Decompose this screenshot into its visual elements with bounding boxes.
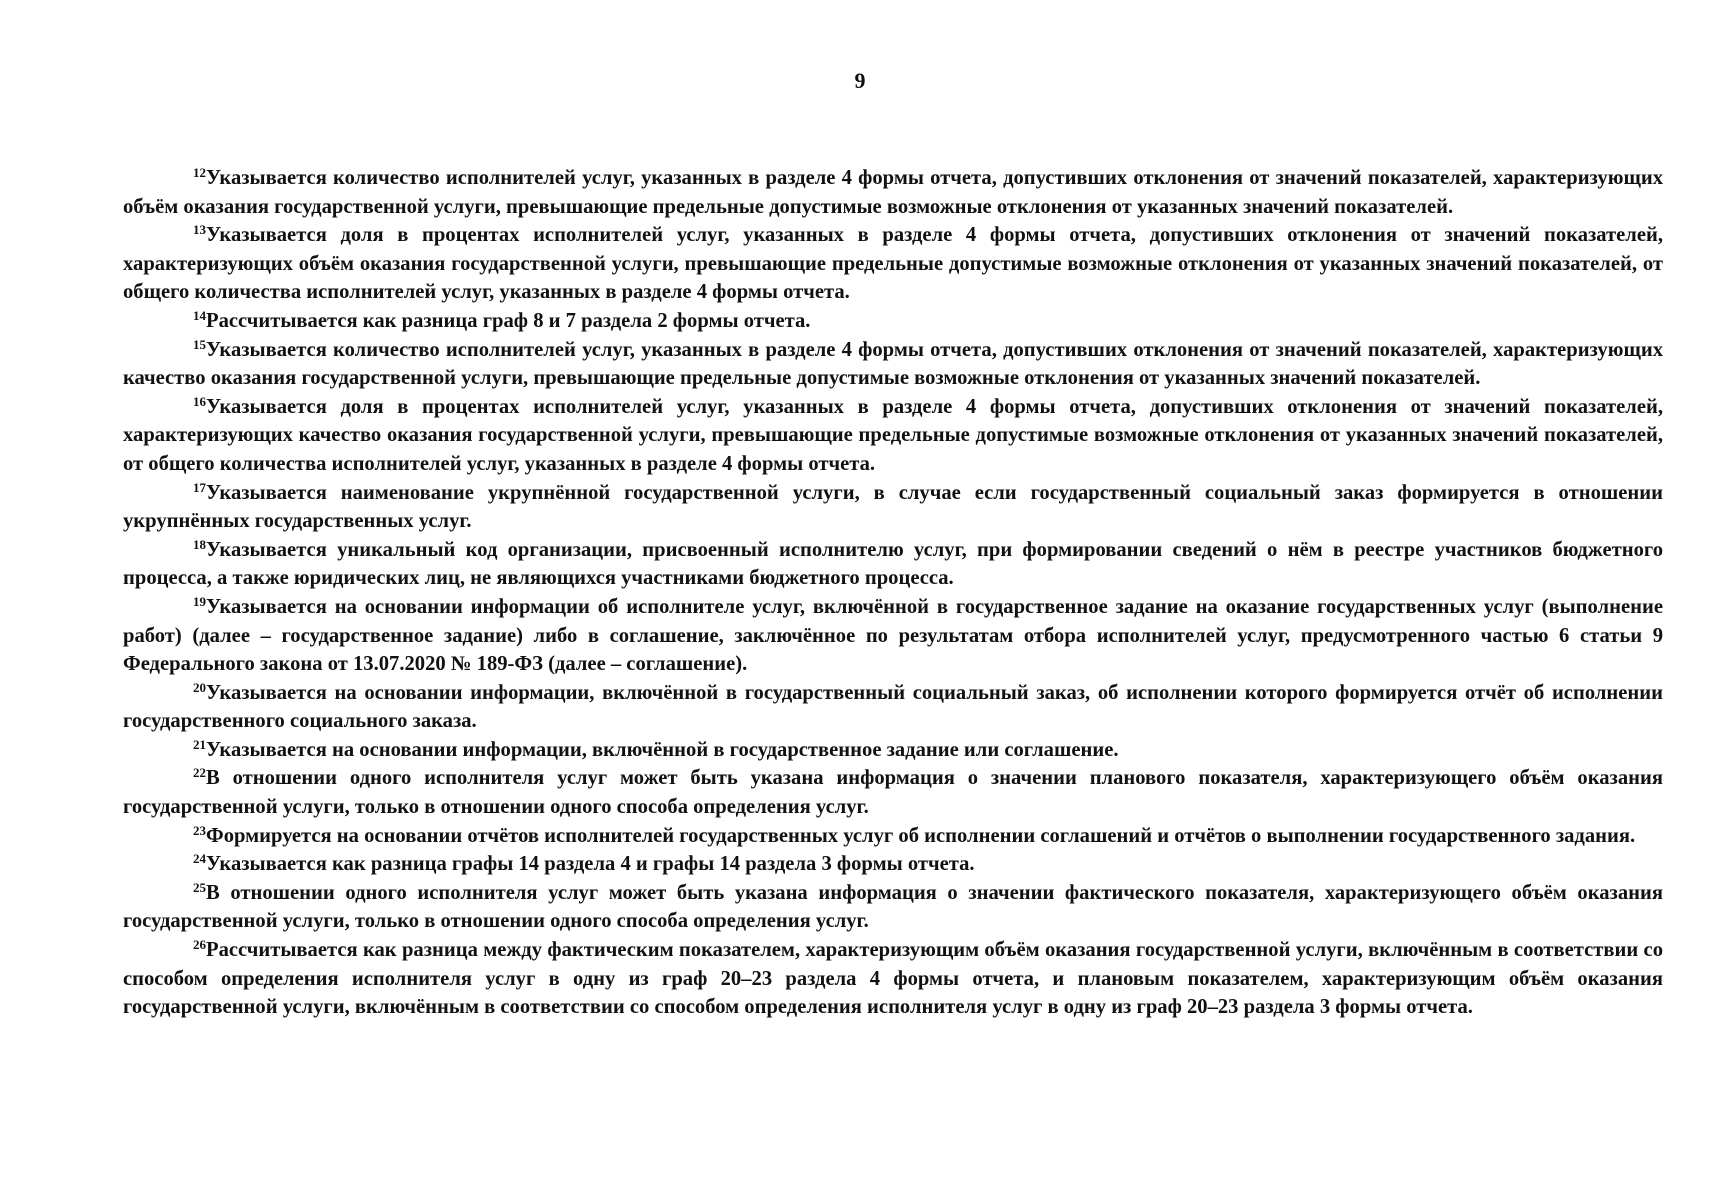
footnote-number: 18 [193, 536, 206, 552]
footnote-text: Указывается на основании информации об исполнителе услуг, включённой в государственное задание на оказание государственных услуг (выполнение работ) (далее – государственное задание) либо в соглашение, заключённое по результатам отбора исполнителей услуг, предусмотренного частью 6 статьи 9 Федерального закона от 13.07.2020 № 189-ФЗ (далее – соглашение). [123, 595, 1663, 676]
footnote-item [123, 336, 1663, 393]
footnote-text: Рассчитывается как разница граф 8 и 7 раздела 2 формы отчета. [206, 309, 811, 332]
footnotes-list [123, 164, 1663, 1022]
footnote-number: 24 [193, 851, 206, 867]
footnote-number: 14 [193, 307, 206, 323]
footnote-number: 13 [193, 222, 206, 238]
footnote-text: Указывается как разница графы 14 раздела 4 и графы 14 раздела 3 формы отчета. [206, 853, 975, 876]
footnote-item [123, 593, 1663, 679]
footnote-item [123, 164, 1663, 221]
footnote-item [123, 679, 1663, 736]
footnote-number: 25 [193, 879, 206, 895]
page-number: 9 [854, 68, 866, 93]
footnote-text: Указывается на основании информации, включённой в государственный социальный заказ, об исполнении которого формируется отчёт об исполнении государственного социального заказа. [123, 681, 1663, 733]
footnote-item [123, 879, 1663, 936]
footnote-number: 15 [193, 336, 206, 352]
footnote-number: 21 [193, 736, 206, 752]
footnote-text: Указывается доля в процентах исполнителей услуг, указанных в разделе 4 формы отчета, допустивших отклонения от значений показателей, характеризующих объём оказания государственной услуги, превышающие предельные допустимые возможные отклонения от указанных значений показателей, от общего количества исполнителей услуг, указанных в разделе 4 формы отчета. [123, 224, 1663, 304]
footnote-number: 16 [193, 393, 206, 409]
footnote-text: Указывается уникальный код организации, присвоенный исполнителю услуг, при формировании сведений о нём в реестре участников бюджетного процесса, а также юридических лиц, не являющихся участниками бюджетного процесса. [123, 538, 1663, 590]
footnote-item [123, 936, 1663, 1022]
footnote-text: Формируется на основании отчётов исполнителей государственных услуг об исполнении соглашений и отчётов о выполнении государственного задания. [206, 824, 1636, 847]
footnote-item [123, 221, 1663, 307]
footnote-item [123, 307, 1663, 336]
footnote-text: Указывается наименование укрупнённой государственной услуги, в случае если государственный социальный заказ формируется в отношении укрупнённых государственных услуг. [123, 481, 1663, 533]
footnote-item [123, 479, 1663, 536]
footnote-number: 23 [193, 822, 206, 838]
footnote-text: Указывается количество исполнителей услуг, указанных в разделе 4 формы отчета, допустивших отклонения от значений показателей, характеризующих качество оказания государственной услуги, превышающие предельные допустимые возможные отклонения от указанных значений показателей. [123, 338, 1663, 390]
footnote-text: Указывается на основании информации, включённой в государственное задание или соглашение. [206, 738, 1119, 761]
footnote-number: 22 [193, 765, 206, 781]
footnote-number: 19 [193, 593, 206, 609]
footnote-item [123, 536, 1663, 593]
footnote-text: В отношении одного исполнителя услуг может быть указана информация о значении фактического показателя, характеризующего объём оказания государственной услуги, только в отношении одного способа определения услуг. [123, 881, 1663, 933]
footnote-number: 12 [193, 165, 206, 180]
footnote-number: 26 [193, 937, 206, 953]
footnote-item [123, 393, 1663, 479]
footnote-text: В отношении одного исполнителя услуг может быть указана информация о значении планового показателя, характеризующего объём оказания государственной услуги, только в отношении одного способа определения услуг. [123, 767, 1663, 819]
footnote-number: 20 [193, 679, 206, 695]
footnote-text: Указывается доля в процентах исполнителей услуг, указанных в разделе 4 формы отчета, допустивших отклонения от значений показателей, характеризующих качество оказания государственной услуги, превышающие предельные допустимые возможные отклонения от указанных значений показателей, от общего количества исполнителей услуг, указанных в разделе 4 формы отчета. [123, 395, 1663, 475]
footnote-text: Указывается количество исполнителей услуг, указанных в разделе 4 формы отчета, допустивших отклонения от значений показателей, характеризующих объём оказания государственной услуги, превышающие предельные допустимые возможные отклонения от указанных значений показателей. [123, 167, 1663, 218]
footnote-item [123, 736, 1663, 765]
footnote-item [123, 764, 1663, 821]
footnote-text: Рассчитывается как разница между фактическим показателем, характеризующим объём оказания государственной услуги, включённым в соответствии со способом определения исполнителя услуг в одну из граф 20–23 раздела 4 формы отчета, и плановым показателем, характеризующим объём оказания государственной услуги, включённым в соответствии со способом определения исполнителя услуг в одну из граф 20–23 раздела 3 формы отчета. [123, 939, 1663, 1019]
footnote-item [123, 850, 1663, 879]
footnote-number: 17 [193, 479, 206, 495]
footnote-item [123, 822, 1663, 851]
